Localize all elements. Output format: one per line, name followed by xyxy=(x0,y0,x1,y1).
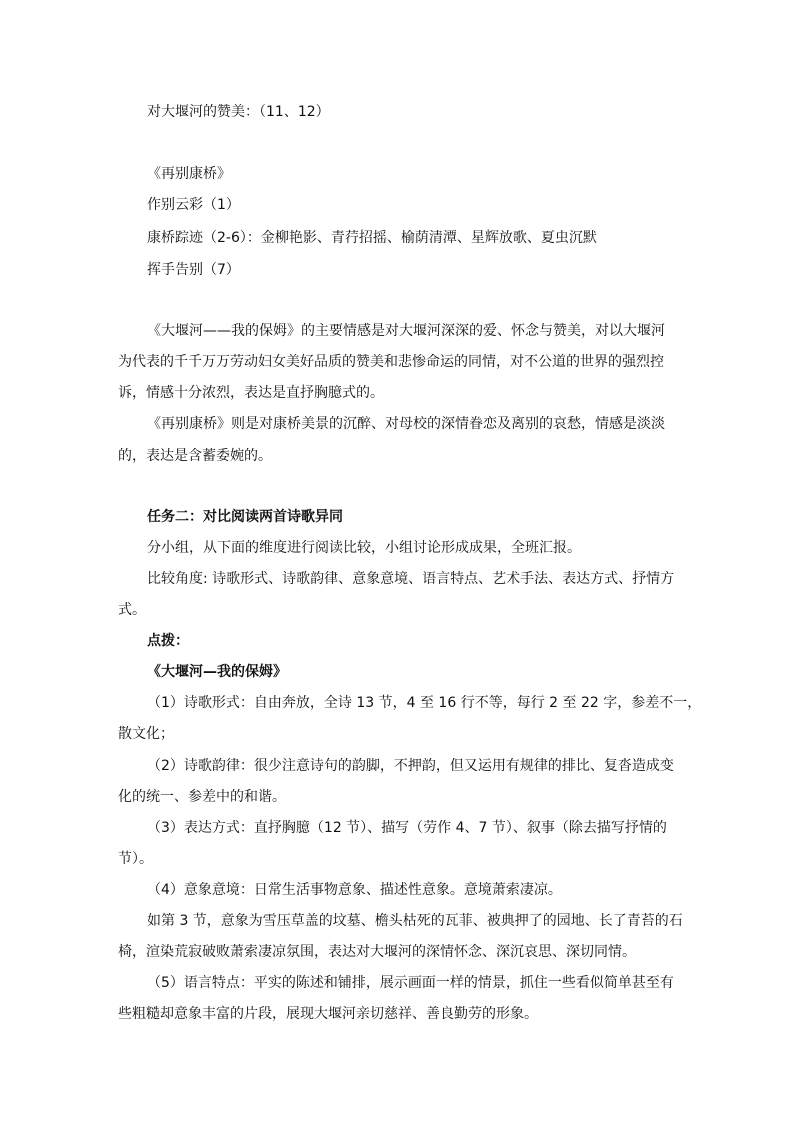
paragraph-line: 式。 xyxy=(118,602,146,618)
tips-label: 点拨： xyxy=(147,633,189,649)
paragraph-line: 的，表达是含蓄委婉的。 xyxy=(118,448,272,464)
point-line: 节）。 xyxy=(118,851,153,867)
outline-item: 挥手告别（7） xyxy=(147,262,240,278)
point-line: 些粗糙却意象丰富的片段，展现大堰河亲切慈祥、善良勤劳的形象。 xyxy=(118,1006,538,1022)
outline-item: 作别云彩（1） xyxy=(147,197,240,213)
paragraph-line: 诉，情感十分浓烈，表达是直抒胸臆式的。 xyxy=(118,385,384,401)
point-line: 化的统一、参差中的和谐。 xyxy=(118,789,286,805)
paragraph-line: 《再别康桥》则是对康桥美景的沉醉、对母校的深情眷恋及离别的哀愁，情感是淡淡 xyxy=(147,416,665,432)
point-line: 椅，渲染荒寂破败萧索凄凉氛围，表达对大堰河的深情怀念、深沉哀思、深切同情。 xyxy=(118,944,636,960)
point-line: （5）语言特点：平实的陈述和铺排，展示画面一样的情景，抓住一些看似简单甚至有 xyxy=(147,975,674,991)
point-line: （2）诗歌韵律：很少注意诗句的韵脚，不押韵，但又运用有规律的排比、复沓造成变 xyxy=(147,758,674,774)
outline-item: 康桥踪迹（2-6）：金柳艳影、青荇招摇、榆荫清潭、星辉放歌、夏虫沉默 xyxy=(147,230,597,246)
point-line: 散文化； xyxy=(118,726,174,742)
title-zaibie-kangqiao: 《再别康桥》 xyxy=(147,166,231,182)
point-line: （1）诗歌形式：自由奔放，全诗 13 节，4 至 16 行不等，每行 2 至 22 字，参差不一， xyxy=(147,695,702,711)
task-heading: 任务二：对比阅读两首诗歌异同 xyxy=(147,509,343,525)
paragraph-line: 《大堰河——我的保姆》的主要情感是对大堰河深深的爱、怀念与赞美，对以大堰河 xyxy=(147,323,665,339)
poem-title: 《大堰河—我的保姆》 xyxy=(147,664,287,680)
heading-praise: 对大堰河的赞美：（11、12） xyxy=(147,104,330,120)
paragraph-line: 分小组，从下面的维度进行阅读比较，小组讨论形成成果，全班汇报。 xyxy=(147,540,581,556)
point-line: （3）表达方式：直抒胸臆（12 节）、描写（劳作 4、7 节）、叙事（除去描写抒情的 xyxy=(147,820,667,836)
point-line: 如第 3 节，意象为雪压草盖的坟墓、檐头枯死的瓦菲、被典押了的园地、长了青苔的石 xyxy=(147,913,683,929)
paragraph-line: 为代表的千千万万劳动妇女美好品质的赞美和悲惨命运的同情，对不公道的世界的强烈控 xyxy=(118,354,664,370)
paragraph-line: 比较角度: 诗歌形式、诗歌韵律、意象意境、语言特点、艺术手法、表达方式、抒情方 xyxy=(147,571,675,587)
point-line: （4）意象意境：日常生活事物意象、描述性意象。意境萧索凄凉。 xyxy=(147,882,562,898)
